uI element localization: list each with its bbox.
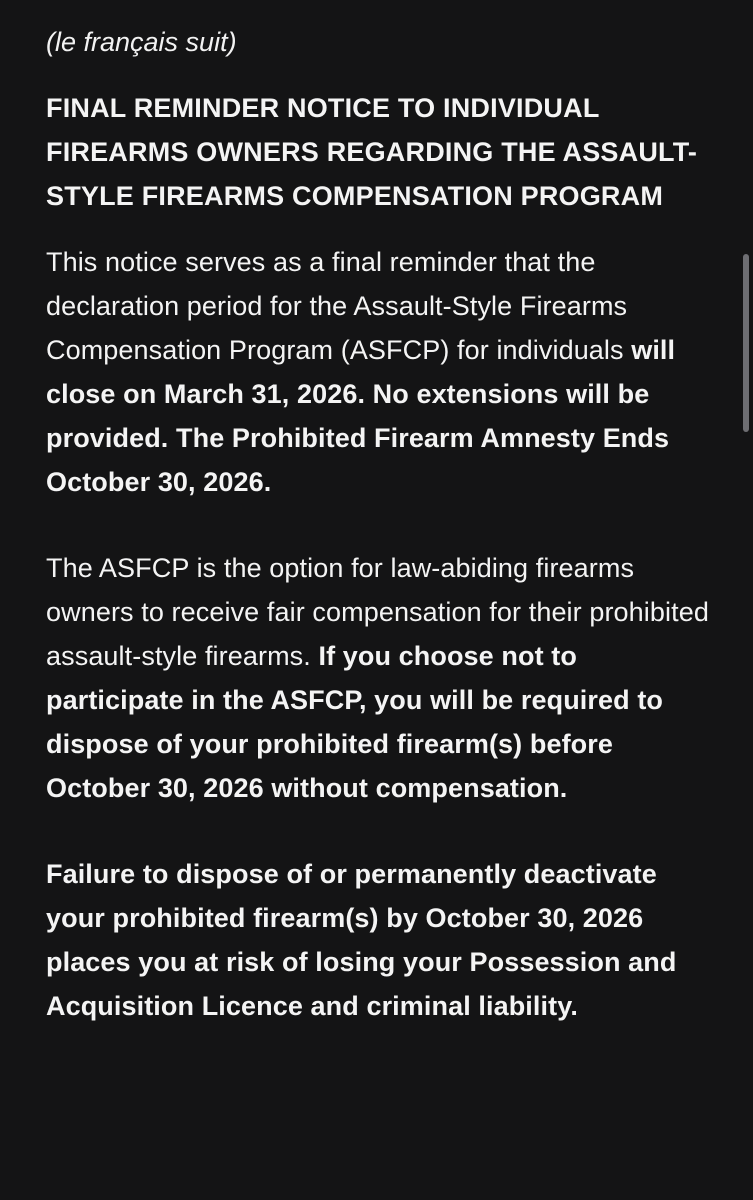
paragraph-failure-text: Failure to dispose of or permanently deactivate your prohibited firearm(s) by October 30, 2026 places you at risk of losing your Possession and Acquisition Licence and criminal liability.	[46, 859, 677, 1021]
scrollbar-track[interactable]	[741, 0, 749, 1200]
scrollbar-thumb[interactable]	[743, 254, 749, 432]
paragraph-compensation-warning: If you choose not to participate in the ASFCP, you will be required to dispose of your prohibited firearm(s) before October 30, 2026 without compensation.	[46, 641, 664, 803]
language-note: (le français suit)	[46, 27, 237, 57]
notice-content	[46, 20, 716, 1028]
paragraph-declaration-text: This notice serves as a final reminder that the declaration period for the Assault-Style Firearms Compensation Program (ASFCP) for individuals	[46, 247, 632, 365]
paragraph-failure-warning	[46, 852, 716, 1028]
paragraph-compensation-option	[46, 546, 716, 810]
paragraph-declaration-deadline: will close on March 31, 2026. No extensions will be provided. The Prohibited Firearm Amnesty Ends October 30, 2026.	[46, 335, 676, 497]
notice-title: FINAL REMINDER NOTICE TO INDIVIDUAL FIREARMS OWNERS REGARDING THE ASSAULT-STYLE FIREARMS COMPENSATION PROGRAM	[46, 93, 698, 211]
paragraph-declaration-period	[46, 240, 716, 504]
paragraph-compensation-text: The ASFCP is the option for law-abiding firearms owners to receive fair compensation for their prohibited assault-style firearms.	[46, 553, 709, 671]
